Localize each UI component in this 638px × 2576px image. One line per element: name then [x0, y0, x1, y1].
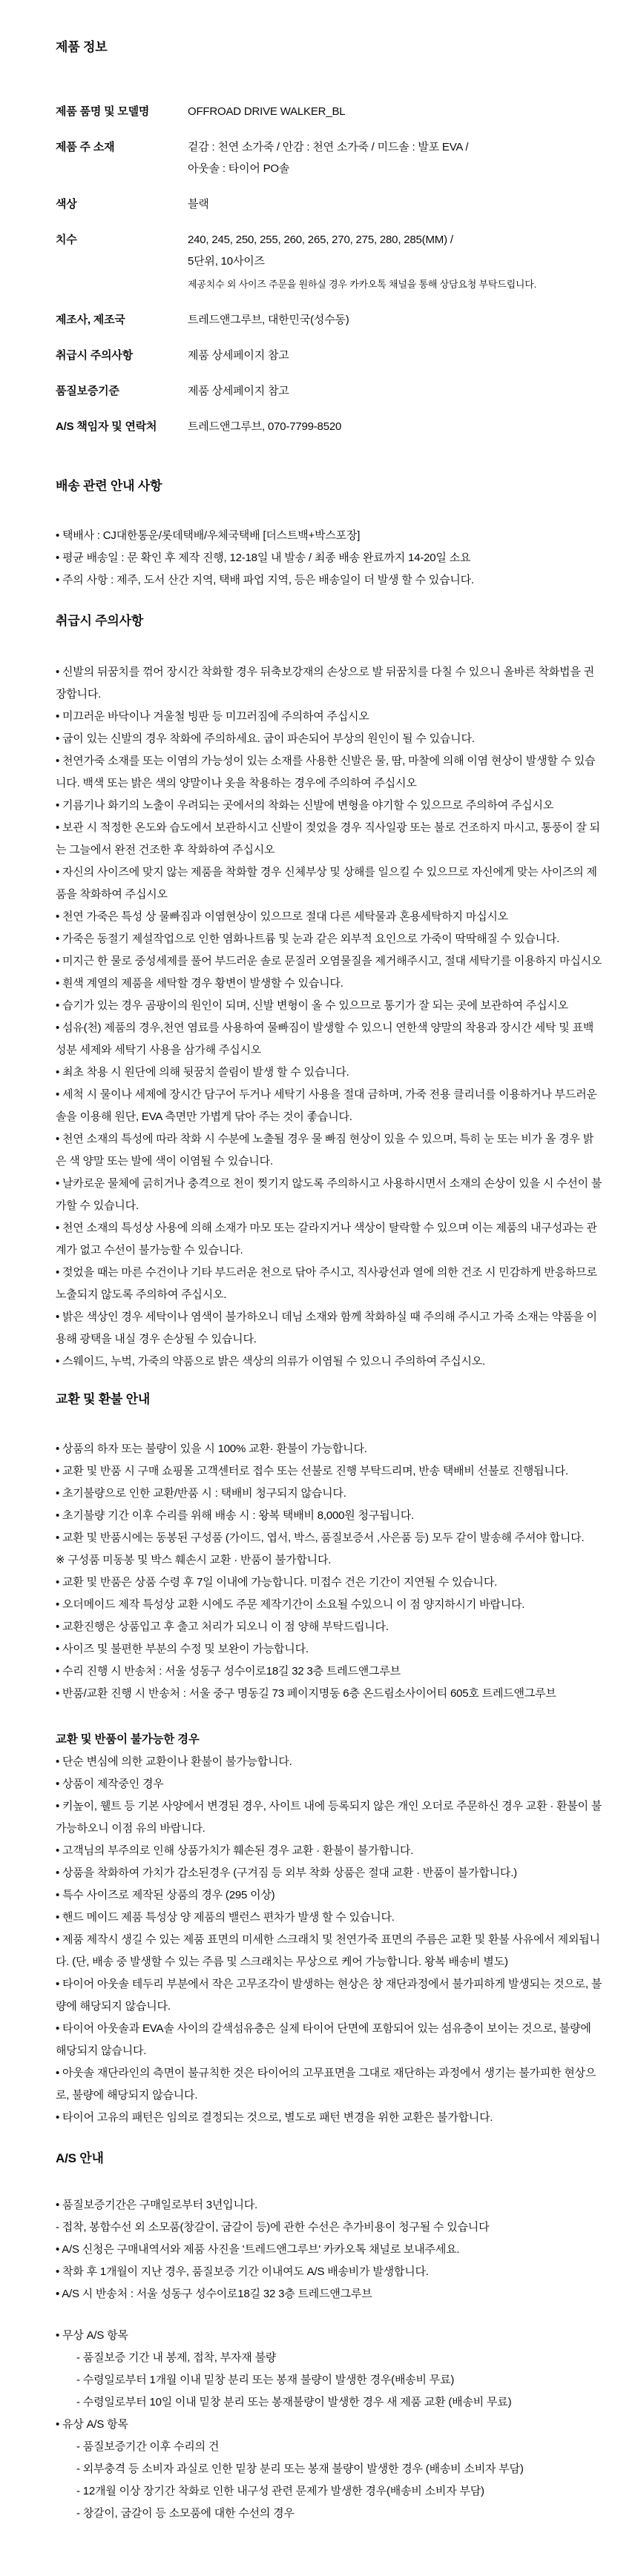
- info-value-line: 겉감 : 천연 소가죽 / 안감 : 천연 소가죽 / 미드솔 : 발포 EVA /: [188, 141, 469, 153]
- list-item: • 사이즈 및 불편한 부분의 수정 및 보완이 가능합니다.: [56, 1643, 309, 1655]
- list-item: • 신발의 뒤꿈치를 꺾어 장시간 착화할 경우 뒤축보강재의 손상으로 발 뒤꿈치를 다칠 수 있으니 올바른 착화법을 권장합니다.: [56, 666, 594, 701]
- list-item: • 젖었을 때는 마른 수건이나 기타 부드러운 천으로 닦아 주시고, 직사광선과 열에 의한 건조 시 민감하게 반응하므로 노출되지 않도록 주의하여 주십시오.: [56, 1266, 597, 1301]
- info-label: 제품 주 소재: [56, 141, 115, 153]
- info-value: 트레드앤그루브, 대한민국(성수동): [188, 314, 349, 326]
- list-item: • 택배사 : CJ대한통운/롯데택배/우체국택배 [더스트백+박스포장]: [56, 529, 361, 542]
- list-item: - 수령일로부터 1개월 이내 밑창 분리 또는 봉재 불량이 발생한 경우(배송비 무료): [76, 2374, 455, 2386]
- list-item: • 천연가죽 소재를 또는 이염의 가능성이 있는 소재를 사용한 신발은 물, 땀, 마찰에 의해 이염 현상이 발생할 수 있습니다. 백색 또는 밝은 색의 양말이나 옷을 착용하는 경우에 주의하여 주십시오: [56, 755, 596, 789]
- info-label: 치수: [56, 234, 77, 246]
- list-item: - 품질보증기간 이후 수리의 건: [76, 2440, 220, 2453]
- info-value: 제품 상세페이지 참고: [188, 349, 289, 362]
- list-item: ※ 구성품 미동봉 및 박스 훼손시 교환 · 반품이 불가합니다.: [56, 1554, 332, 1566]
- list-item: • 주의 사항 : 제주, 도서 산간 지역, 택배 파업 지역, 등은 배송일이 더 발생 할 수 있습니다.: [56, 574, 474, 586]
- list-item: - 외부충격 등 소비자 과실로 인한 밑창 분리 또는 봉재 불량이 발생한 경우 (배송비 소비자 부담): [76, 2463, 524, 2475]
- list-item: • 흰색 계열의 제품을 세탁할 경우 황변이 발생할 수 있습니다.: [56, 977, 343, 990]
- info-row-material: [56, 136, 602, 179]
- info-row-color: [56, 193, 602, 215]
- info-value-line: 아웃솔 : 타이어 PO솔: [188, 162, 290, 175]
- info-row-as-contact: [56, 416, 602, 437]
- list-item: • 착화 후 1개월이 지난 경우, 품질보증 기간 이내여도 A/S 배송비가 발생합니다.: [56, 2265, 429, 2278]
- info-label: 취급시 주의사항: [56, 349, 133, 362]
- info-row-model: [56, 101, 602, 122]
- list-item: • 섬유(천) 제품의 경우,천연 염료를 사용하여 물빠짐이 발생할 수 있으니 연한색 양말의 착용과 장시간 세탁 및 표백 성분 세제와 세탁기 사용을 삼가해 주십시오: [56, 1022, 594, 1056]
- handling-notes-list: [56, 661, 602, 1373]
- list-item: • 단순 변심에 의한 교환이나 환불이 불가능합니다.: [56, 1755, 292, 1768]
- list-item: • 수리 진행 시 반송처 : 서울 성동구 성수이로18길 32 3층 트레드앤그루브: [56, 1665, 401, 1678]
- info-value: [188, 229, 602, 295]
- list-item: • 천연 가죽은 특성 상 물빠짐과 이염현상이 있으므로 절대 다른 세탁물과 혼용세탁하지 마십시오: [56, 910, 508, 923]
- info-value: 블랙: [188, 198, 209, 211]
- list-item: • 보관 시 적정한 온도와 습도에서 보관하시고 신발이 젖었을 경우 직사일광 또는 불로 건조하지 마시고, 통풍이 잘 되는 그늘에서 완전 건조한 후 착화하여 주십시오: [56, 821, 600, 856]
- info-label: 색상: [56, 198, 77, 211]
- exchange-notes-list: [56, 1438, 602, 1705]
- info-value: [188, 136, 602, 179]
- info-label: 품질보증기준: [56, 385, 119, 397]
- section-title-exchange-refund: 교환 및 환불 안내: [56, 1392, 151, 1406]
- shipping-notes-list: [56, 525, 602, 592]
- list-item: • 미끄러운 바닥이나 겨울철 빙판 등 미끄러짐에 주의하여 주십시오: [56, 710, 369, 723]
- info-label: 제조사, 제조국: [56, 314, 125, 326]
- as-free-list: [56, 2347, 602, 2414]
- info-value-line: 240, 245, 250, 255, 260, 265, 270, 275, 280, 285(MM) /: [188, 234, 453, 246]
- section-title-shipping: 배송 관련 안내 사항: [56, 479, 162, 493]
- spacer: [56, 2305, 602, 2325]
- list-item: • 고객님의 부주의로 인해 상품가치가 훼손된 경우 교환 · 환불이 불가합니다.: [56, 1844, 414, 1857]
- list-item: • 최초 착용 시 원단에 의해 뒷꿈치 쓸림이 발생 할 수 있습니다.: [56, 1066, 349, 1079]
- list-item: • 아웃솔 재단라인의 측면이 불규칙한 것은 타이어의 고무표면을 그대로 재단하는 과정에서 생기는 불가피한 현상으로, 불량에 해당되지 않습니다.: [56, 2067, 596, 2102]
- list-item: • 초기불량 기간 이후 수리를 위해 배송 시 : 왕복 택배비 8,000원 청구됩니다.: [56, 1509, 414, 1522]
- list-item: - 접착, 봉합수선 외 소모품(창갈이, 굽갈이 등)에 관한 수선은 추가비용이 청구될 수 있습니다: [56, 2221, 490, 2234]
- info-label: A/S 책임자 및 연락처: [56, 420, 157, 433]
- list-item: • 특수 사이즈로 제작된 상품의 경우 (295 이상): [56, 1889, 275, 1901]
- product-info-table: [56, 101, 602, 437]
- list-item: • 상품을 착화하여 가치가 감소된경우 (구겨짐 등 외부 착화 상품은 절대 교환 · 반품이 불가합니다.): [56, 1867, 517, 1879]
- list-item: • 굽이 있는 신발의 경우 착화에 주의하세요. 굽이 파손되어 부상의 원인이 될 수 있습니다.: [56, 732, 475, 745]
- as-notes-list: [56, 2194, 602, 2305]
- list-item: • 교환진행은 상품입고 후 출고 처리가 되오니 이 점 양해 부탁드립니다.: [56, 1620, 389, 1633]
- info-value: 트레드앤그루브, 070-7799-8520: [188, 420, 342, 433]
- info-value: 제품 상세페이지 참고: [188, 385, 289, 397]
- list-item: • 반품/교환 진행 시 반송처 : 서울 중구 명동길 73 페이지명동 6층 온드림소사이어티 605호 트레드앤그루브: [56, 1687, 556, 1700]
- list-item: • 교환 및 반품은 상품 수령 후 7일 이내에 가능합니다. 미접수 건은 기간이 지연될 수 있습니다.: [56, 1576, 498, 1589]
- as-free-title: • 무상 A/S 항목: [56, 2329, 128, 2342]
- section-title-as: A/S 안내: [56, 2151, 104, 2165]
- subheading-exchange-impossible: 교환 및 반품이 불가능한 경우: [56, 1733, 200, 1746]
- list-item: • 가죽은 동절기 제설작업으로 인한 염화나트륨 및 눈과 같은 외부적 요인으로 가죽이 딱딱해질 수 있습니다.: [56, 933, 560, 945]
- list-item: • A/S 신청은 구매내역서와 제품 사진을 '트레드앤그루브' 카카오톡 채널로 보내주세요.: [56, 2243, 460, 2256]
- list-item: • 미지근 한 물로 중성세제를 풀어 부드러운 솔로 문질러 오염물질을 제거해주시고, 절대 세탁기를 이용하지 마십시오: [56, 955, 602, 967]
- list-item: • 기름기나 화기의 노출이 우려되는 곳에서의 착화는 신발에 변형을 야기할 수 있으므로 주의하여 주십시오: [56, 799, 554, 812]
- list-item: • 날카로운 물체에 긁히거나 충격으로 천이 찢기지 않도록 주의하시고 사용하시면서 소재의 손상이 있을 시 수선이 불가할 수 있습니다.: [56, 1177, 602, 1212]
- info-value-line: 5단위, 10사이즈: [188, 255, 265, 268]
- info-value: OFFROAD DRIVE WALKER_BL: [188, 105, 346, 118]
- list-item: - 수령일로부터 10일 이내 밑창 분리 또는 봉재불량이 발생한 경우 새 제품 교환 (배송비 무료): [76, 2396, 512, 2408]
- list-item: • 키높이, 웰트 등 기본 사양에서 변경된 경우, 사이트 내에 등록되지 않은 개인 오더로 주문하신 경우 교환 · 환불이 불가능하오니 이점 유의 바랍니다.: [56, 1800, 602, 1835]
- list-item: • 습기가 있는 경우 곰팡이의 원인이 되며, 신발 변형이 올 수 있으므로 통기가 잘 되는 곳에 보관하여 주십시오: [56, 999, 568, 1012]
- list-item: • 상품의 하자 또는 불량이 있을 시 100% 교환· 환불이 가능합니다.: [56, 1443, 367, 1455]
- list-item: • 타이어 고유의 패턴은 임의로 결정되는 것으로, 별도로 패턴 변경을 위한 교환은 불가합니다.: [56, 2111, 493, 2124]
- list-item: • 상품이 제작중인 경우: [56, 1778, 164, 1790]
- exchange-impossible-list: [56, 1751, 602, 2129]
- list-item: • A/S 시 반송처 : 서울 성동구 성수이로18길 32 3층 트레드앤그루브: [56, 2288, 372, 2300]
- list-item: • 천연 소재의 특성상 사용에 의해 소재가 마모 또는 갈라지거나 색상이 탈락할 수 있으며 이는 제품의 내구성과는 관계가 없고 수선이 불가능할 수 있습니다.: [56, 1222, 597, 1256]
- list-item: • 핸드 메이드 제품 특성상 양 제품의 밸런스 편차가 발생 할 수 있습니다.: [56, 1911, 395, 1924]
- list-item: • 타이어 아웃솔 테두리 부분에서 작은 고무조각이 발생하는 현상은 창 재단과정에서 불가피하게 발생되는 것으로, 불량에 해당되지 않습니다.: [56, 1978, 602, 2013]
- list-item: • 평균 배송일 : 문 확인 후 제작 진행, 12-18일 내 발송 / 최종 배송 완료까지 14-20일 소요: [56, 552, 471, 564]
- list-item: - 12개월 이상 장기간 착화로 인한 내구성 관련 문제가 발생한 경우(배송비 소비자 부담): [76, 2485, 484, 2497]
- as-paid-title: • 유상 A/S 항목: [56, 2418, 128, 2431]
- list-item: - 창갈이, 굽갈이 등 소모품에 대한 수선의 경우: [76, 2507, 295, 2520]
- section-title-handling: 취급시 주의사항: [56, 614, 144, 628]
- info-label: 제품 품명 및 모델명: [56, 105, 150, 118]
- list-item: • 천연 소재의 특성에 따라 착화 시 수분에 노출될 경우 물 빠짐 현상이 있을 수 있으며, 특히 눈 또는 비가 올 경우 밝은 색 양말 또는 발에 색이 이염될 수 있습니다.: [56, 1133, 594, 1168]
- list-item: • 품질보증기간은 구매일로부터 3년입니다.: [56, 2199, 257, 2211]
- list-item: • 자신의 사이즈에 맞지 않는 제품을 착화할 경우 신체부상 및 상해를 일으킬 수 있으므로 자신에게 맞는 사이즈의 제품을 착화하여 주십시오: [56, 866, 597, 901]
- info-row-handling-ref: [56, 345, 602, 366]
- list-item: • 스웨이드, 누벅, 가죽의 약품으로 밝은 색상의 의류가 이염될 수 있으니 주의하여 주십시오.: [56, 1355, 486, 1368]
- info-row-sizes: [56, 229, 602, 295]
- info-row-manufacturer: [56, 309, 602, 331]
- list-item: • 세척 시 물이나 세제에 장시간 담구어 두거나 세탁기 사용을 절대 금하며, 가죽 전용 클리너를 이용하거나 부드러운 솔을 이용해 원단, EVA 측면만 가볍게 닦아 주는 것이 좋습니다.: [56, 1088, 597, 1123]
- list-item: • 초기불량으로 인한 교환/반품 시 : 택배비 청구되지 않습니다.: [56, 1487, 346, 1500]
- list-item: • 교환 및 반품 시 구매 쇼핑몰 고객센터로 접수 또는 선불로 진행 부탁드리며, 반송 택배비 선불로 진행됩니다.: [56, 1465, 568, 1477]
- list-item: • 오더메이드 제작 특성상 교환 시에도 주문 제작기간이 소요될 수있으니 이 점 양지하시기 바랍니다.: [56, 1598, 525, 1611]
- info-row-warranty-ref: [56, 380, 602, 402]
- size-order-note: 제공치수 외 사이즈 주문을 원하실 경우 카카오톡 채널을 통해 상담요청 부탁드립니다.: [188, 279, 537, 290]
- list-item: - 품질보증 기간 내 봉제, 접착, 부자재 불량: [76, 2351, 277, 2364]
- list-item: • 밝은 색상인 경우 세탁이나 염색이 불가하오니 데님 소재와 함께 착화하실 때 주의해 주시고 가죽 소재는 약품을 이용해 광택을 내실 경우 손상될 수 있습니다.: [56, 1311, 597, 1345]
- as-paid-list: [56, 2436, 602, 2525]
- list-item: • 교환 및 반품시에는 동봉된 구성품 (가이드, 엽서, 박스, 품질보증서 ,사은품 등) 모두 같이 발송해 주셔야 합니다.: [56, 1532, 585, 1544]
- list-item: • 제품 제작시 생길 수 있는 제품 표면의 미세한 스크래치 및 천연가죽 표면의 주름은 교환 및 환불 사유에서 제외됩니다. (단, 배송 중 발생할 수 있는 주름 및 스크래치는 무상으로 케어 가능합니다. 왕복 배송비 별도): [56, 1933, 600, 1968]
- section-title-product-info: 제품 정보: [56, 40, 108, 54]
- list-item: • 타이어 아웃솔과 EVA솔 사이의 갈색섬유층은 실제 타이어 단면에 포함되어 있는 섬유층이 보이는 것으로, 불량에 해당되지 않습니다.: [56, 2022, 591, 2057]
